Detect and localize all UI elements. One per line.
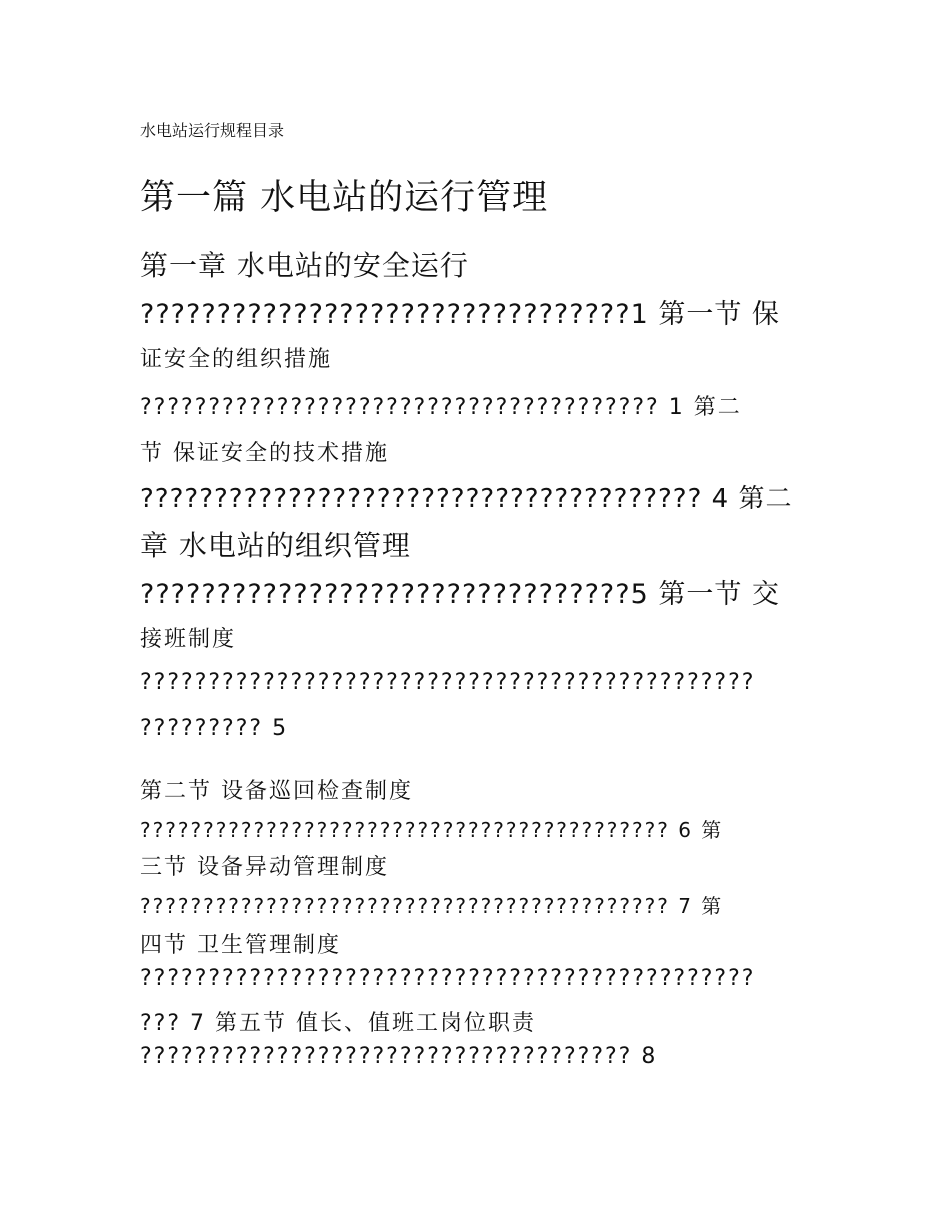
toc-line: 证安全的组织措施 [140, 347, 333, 372]
section-heading: 第二节 设备巡回检查制度 [140, 779, 413, 804]
toc-line: ?????????????????????????????????????????? 6 第 [140, 818, 724, 842]
part-heading: 第一篇 水电站的运行管理 [140, 178, 549, 218]
toc-line: ????????????????????????????????1 第一节 保 [140, 299, 780, 330]
toc-line: 三节 设备异动管理制度 [140, 855, 389, 880]
toc-line: ????????????????????????????????????????????? [140, 670, 756, 695]
toc-line: ????????????????????????????????5 第一节 交 [140, 579, 780, 610]
toc-line: ?????????????????????????????????????????? 7 第 [140, 894, 724, 918]
toc-line: ????????? 5 [140, 716, 289, 741]
toc-line: ?????????????????????????????????????? 1 第二 [140, 395, 742, 420]
toc-line: 接班制度 [140, 627, 237, 652]
toc-line: ??? 7 第五节 值长、值班工岗位职责 [140, 1011, 537, 1036]
toc-line: 四节 卫生管理制度 [140, 933, 341, 958]
chapter-heading: 章 水电站的组织管理 [140, 529, 411, 562]
toc-line: ?????????????????????????????????????? 4 第二 [140, 484, 793, 514]
toc-line: ???????????????????????????????????? 8 [140, 1044, 658, 1069]
toc-line: ????????????????????????????????????????????? [140, 966, 756, 991]
toc-line: 节 保证安全的技术措施 [140, 441, 389, 466]
document-caption: 水电站运行规程目录 [140, 121, 285, 140]
chapter-heading: 第一章 水电站的安全运行 [140, 249, 469, 282]
